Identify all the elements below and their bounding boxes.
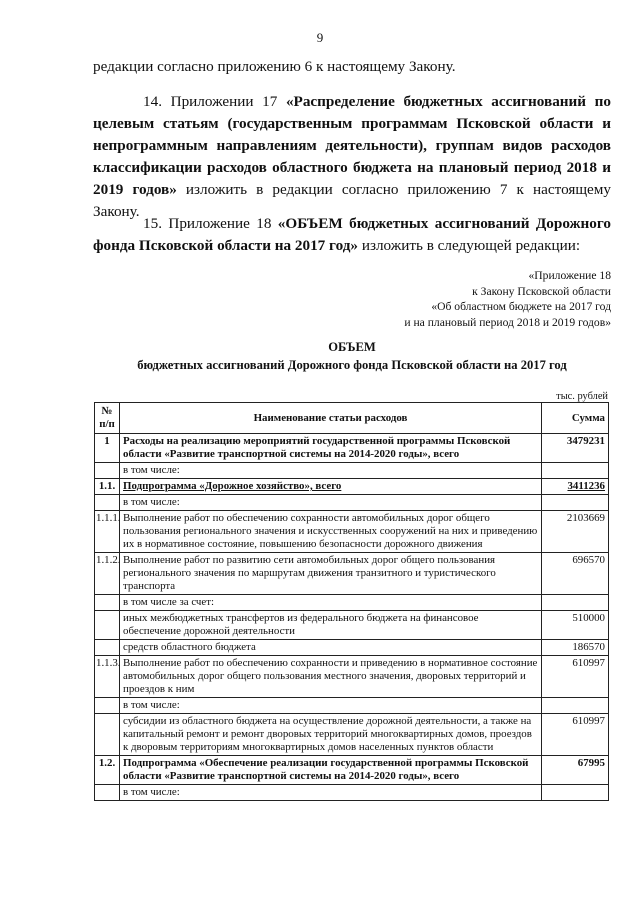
row-sum: 67995: [542, 756, 609, 785]
table-title: [93, 338, 611, 374]
row-num: [95, 785, 120, 801]
row-num: [95, 495, 120, 511]
appendix-line-1: «Приложение 18: [528, 269, 611, 282]
paragraph-15: [93, 213, 611, 257]
paragraph-14-start: 14. Приложении 17: [143, 93, 286, 110]
table-row: [95, 463, 609, 479]
row-num: [95, 714, 120, 756]
appendix-reference: [404, 268, 611, 330]
row-sum: [542, 785, 609, 801]
row-sum: 3479231: [542, 434, 609, 463]
row-num: [95, 595, 120, 611]
row-sum: 510000: [542, 611, 609, 640]
table-row: [95, 553, 609, 595]
row-num: [95, 463, 120, 479]
row-name: в том числе:: [120, 495, 542, 511]
page-number: 9: [316, 30, 324, 45]
row-num: 1.1.3.: [95, 656, 120, 698]
row-name: средств областного бюджета: [120, 640, 542, 656]
table-header-row: [95, 403, 609, 434]
unit-label: тыс. рублей: [556, 391, 608, 402]
header-num: № п/п: [95, 403, 120, 434]
row-name: в том числе:: [120, 463, 542, 479]
paragraph-15-start: 15. Приложение 18: [143, 215, 278, 232]
appendix-line-2: к Закону Псковской области: [472, 284, 611, 298]
paragraph-14: [93, 91, 611, 223]
row-sum: [542, 463, 609, 479]
row-name: в том числе за счет:: [120, 595, 542, 611]
paragraph-14-bold: «Распределение бюджетных ассигнований по целевым статьям (государственным программам Псковской области и непрограммным направлениям деятельности), группам видов расходов классификации расходов областного бюджета на плановый период 2018 и 2019 годов»: [93, 93, 612, 198]
table-title-line-2: бюджетных ассигнований Дорожного фонда Псковской области на 2017 год: [137, 358, 567, 372]
header-sum: Сумма: [542, 403, 609, 434]
row-name: Расходы на реализацию мероприятий государственной программы Псковской области «Развитие транспортной системы на 2014-2020 годы», всего: [120, 434, 542, 463]
row-sum: [542, 495, 609, 511]
row-num: 1: [95, 434, 120, 463]
row-num: 1.1.: [95, 479, 120, 495]
table-row: [95, 434, 609, 463]
table-row: [95, 698, 609, 714]
row-num: 1.1.2.: [95, 553, 120, 595]
row-name: Выполнение работ по обеспечению сохранности автомобильных дорог общего пользования регионального значения и искусственных сооружений на них и приведению их в нормативное состояние, повышению безопасности дорожного движения: [120, 511, 542, 553]
row-num: [95, 611, 120, 640]
row-sum: 186570: [542, 640, 609, 656]
table-row: [95, 756, 609, 785]
row-name: иных межбюджетных трансфертов из федерального бюджета на финансовое обеспечение дорожной деятельности: [120, 611, 542, 640]
paragraph-15-bold: «ОБЪЕМ бюджетных ассигнований Дорожного фонда Псковской области на 2017 год»: [93, 215, 611, 254]
table-row: [95, 611, 609, 640]
row-name: субсидии из областного бюджета на осуществление дорожной деятельности, а также на капитальный ремонт и ремонт дворовых территорий многоквартирных домов, проездов к дворовым территориям многоквартирных домов населенных пунктов области: [120, 714, 542, 756]
appendix-line-4: и на плановый период 2018 и 2019 годов»: [404, 315, 611, 329]
row-sum: 610997: [542, 714, 609, 756]
row-num: [95, 698, 120, 714]
row-name: в том числе:: [120, 785, 542, 801]
table-row: [95, 495, 609, 511]
row-name: Подпрограмма «Дорожное хозяйство», всего: [120, 479, 542, 495]
table-row: [95, 640, 609, 656]
row-num: 1.1.1.: [95, 511, 120, 553]
table-row: [95, 511, 609, 553]
table-row: [95, 479, 609, 495]
row-name: Подпрограмма «Обеспечение реализации государственной программы Псковской области «Развитие транспортной системы на 2014-2020 годы», всего: [120, 756, 542, 785]
appendix-line-3: «Об областном бюджете на 2017 год: [431, 300, 611, 313]
row-num: [95, 640, 120, 656]
row-name: Выполнение работ по развитию сети автомобильных дорог общего пользования регионального значения по маршрутам движения транзитного и туристического транспорта: [120, 553, 542, 595]
header-name: Наименование статьи расходов: [120, 403, 542, 434]
row-name: Выполнение работ по обеспечению сохранности и приведению в нормативное состояние автомобильных дорог общего пользования местного значения, дворовых территорий и проездов к ним: [120, 656, 542, 698]
table-title-line-1: ОБЪЕМ: [328, 340, 376, 354]
paragraph-15-end: изложить в следующей редакции:: [358, 237, 581, 254]
table-row: [95, 656, 609, 698]
row-num: 1.2.: [95, 756, 120, 785]
budget-table: [94, 402, 609, 801]
paragraph-14-end: изложить в редакции согласно приложению 7 к настоящему Закону.: [93, 181, 611, 220]
row-sum: [542, 698, 609, 714]
row-name: в том числе:: [120, 698, 542, 714]
row-sum: 696570: [542, 553, 609, 595]
row-sum: 2103669: [542, 511, 609, 553]
table-row: [95, 714, 609, 756]
table-row: [95, 595, 609, 611]
row-sum: 3411236: [542, 479, 609, 495]
table-row: [95, 785, 609, 801]
row-sum: 610997: [542, 656, 609, 698]
paragraph-continuation: редакции согласно приложению 6 к настоящему Закону.: [93, 58, 456, 75]
row-sum: [542, 595, 609, 611]
